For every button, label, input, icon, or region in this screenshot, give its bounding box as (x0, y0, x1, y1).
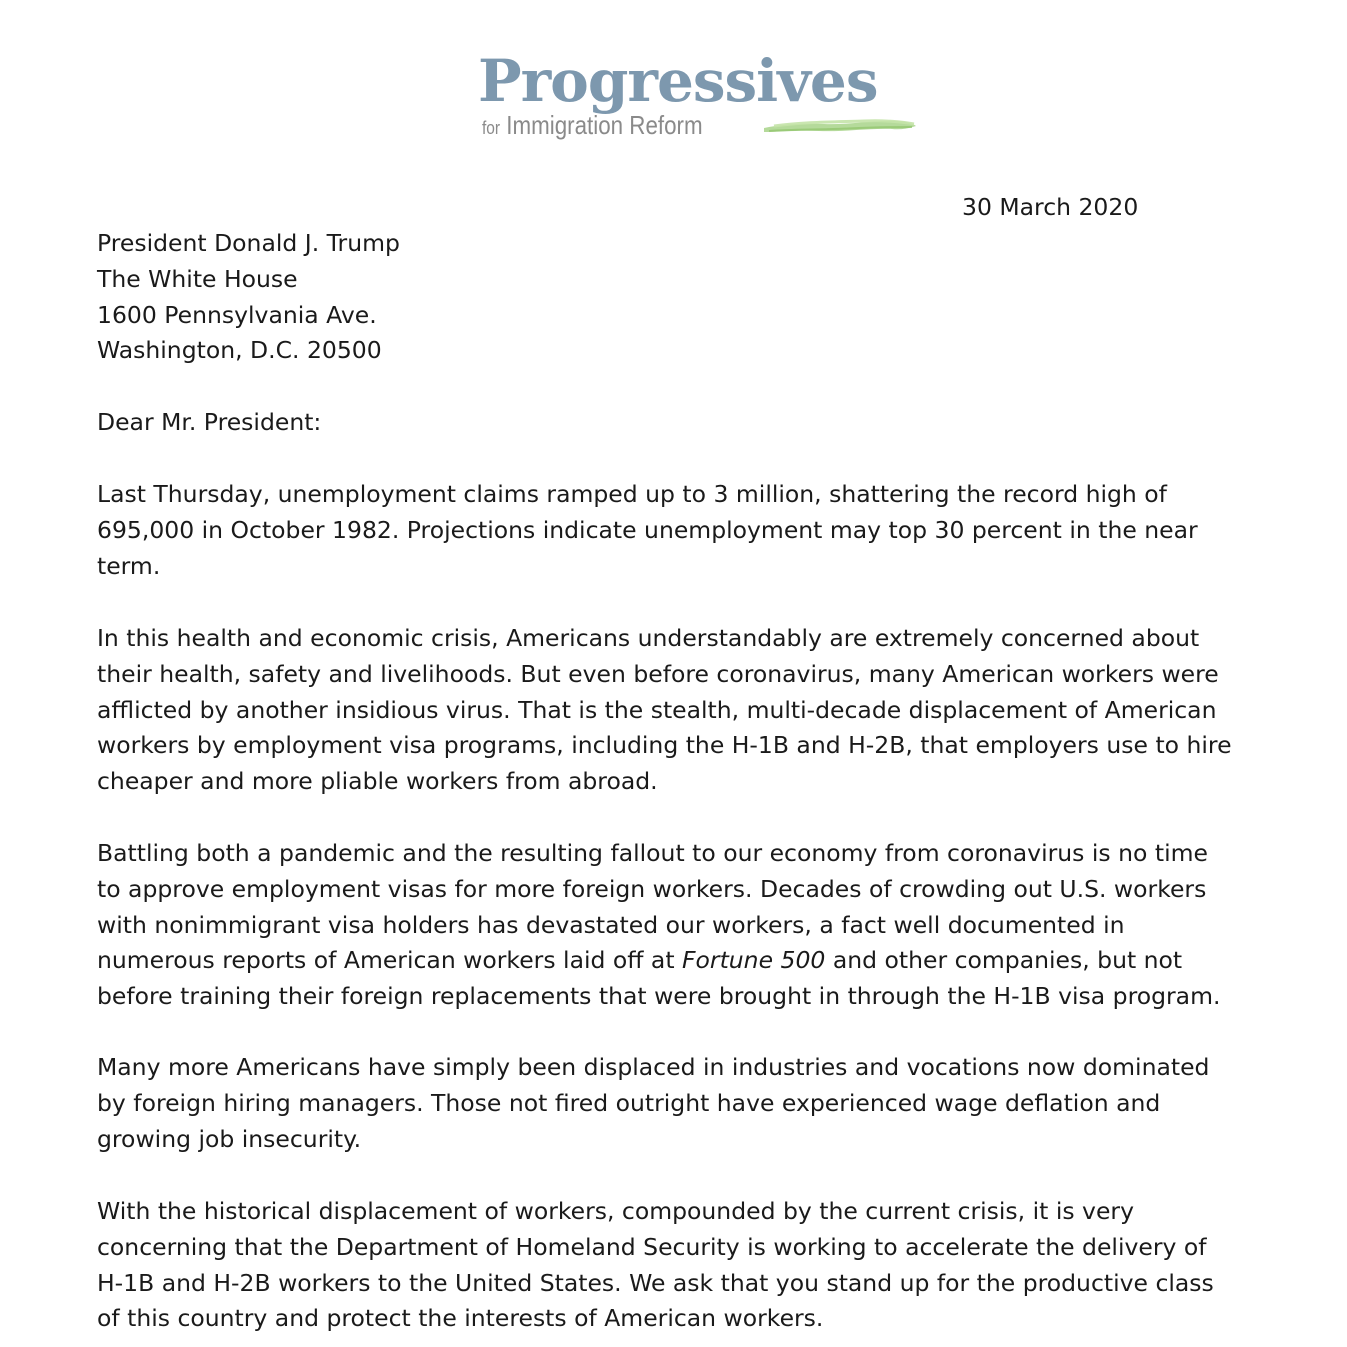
logo-title: Progressives (478, 47, 878, 115)
logo-subtitle (482, 112, 703, 138)
paragraph-line: term. (97, 551, 161, 580)
paragraph-line: H-1B and H-2B workers to the United States. We ask that you stand up for the productive class (97, 1268, 1214, 1297)
paragraph-line: by foreign hiring managers. Those not fired outright have experienced wage deflation and (97, 1088, 1161, 1117)
address-line-city: Washington, D.C. 20500 (97, 336, 382, 365)
paragraph-line: cheaper and more pliable workers from abroad. (97, 767, 658, 796)
organization-logo (478, 47, 918, 152)
paragraph-line-part: numerous reports of American workers laid off at (97, 946, 683, 975)
paragraph-line: Battling both a pandemic and the resulting fallout to our economy from coronavirus is no time (97, 839, 1208, 867)
paragraph-line: growing job insecurity. (97, 1124, 362, 1153)
logo-subtitle-for: for (482, 118, 501, 138)
paragraph-line: Last Thursday, unemployment claims ramped up to 3 million, shattering the record high of (97, 480, 1167, 508)
paragraph-line: their health, safety and livelihoods. But even before coronavirus, many American workers were (97, 659, 1219, 688)
letter-date: 30 March 2020 (962, 193, 1139, 221)
fortune-500-italic: Fortune 500 (682, 946, 826, 975)
paragraph-line: with nonimmigrant visa holders has devastated our workers, a fact well documented in (97, 910, 1125, 939)
address-line-street: 1600 Pennsylvania Ave. (97, 300, 377, 329)
paragraph-line: of this country and protect the interests of American workers. (97, 1304, 824, 1333)
logo-brush-stroke-graphic (764, 114, 916, 140)
paragraph-line: workers by employment visa programs, including the H-1B and H-2B, that employers use to hire (97, 731, 1232, 760)
paragraph-4 (97, 1050, 1257, 1157)
paragraph-line (97, 943, 1257, 979)
paragraph-line: concerning that the Department of Homeland Security is working to accelerate the delivery of (97, 1232, 1207, 1261)
paragraph-line-part: and other companies, but not (825, 946, 1183, 975)
recipient-address (97, 226, 400, 369)
paragraph-5 (97, 1194, 1257, 1337)
paragraph-3 (97, 836, 1257, 1015)
paragraph-2 (97, 621, 1257, 800)
paragraph-line: before training their foreign replacements that were brought in through the H-1B visa program. (97, 982, 1221, 1011)
salutation: Dear Mr. President: (97, 408, 322, 436)
paragraph-line: to approve employment visas for more foreign workers. Decades of crowding out U.S. workers (97, 874, 1207, 903)
paragraph-line: 695,000 in October 1982. Projections indicate unemployment may top 30 percent in the near (97, 515, 1198, 544)
paragraph-line: In this health and economic crisis, Americans understandably are extremely concerned about (97, 624, 1200, 652)
address-line-building: The White House (97, 264, 298, 293)
paragraph-line: Many more Americans have simply been displaced in industries and vocations now dominated (97, 1053, 1210, 1081)
address-line-name: President Donald J. Trump (97, 229, 400, 257)
logo-subtitle-rest: Immigration Reform (506, 110, 703, 140)
paragraph-1 (97, 477, 1257, 584)
paragraph-line: afflicted by another insidious virus. That is the stealth, multi-decade displacement of American (97, 695, 1217, 724)
paragraph-line: With the historical displacement of workers, compounded by the current crisis, it is very (97, 1197, 1134, 1225)
